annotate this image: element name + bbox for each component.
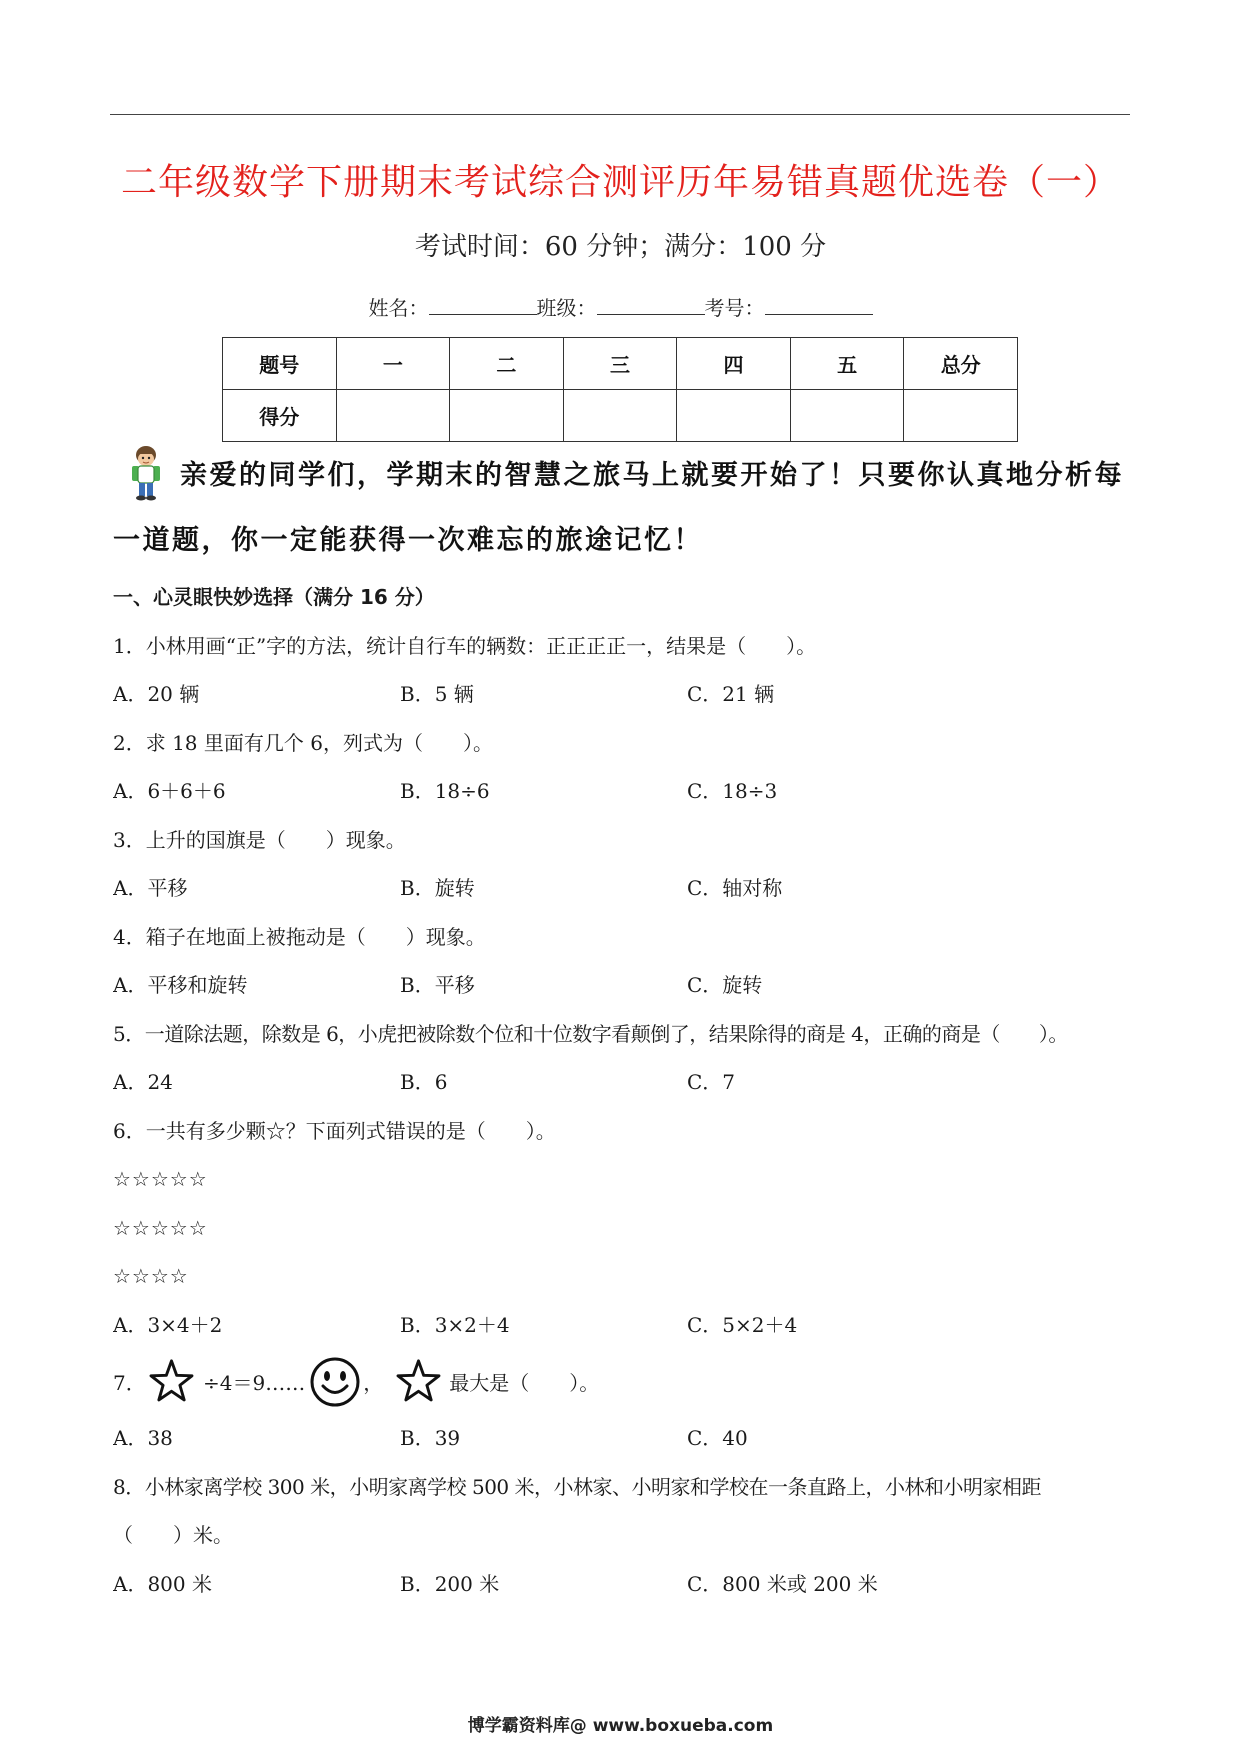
option-a: A．20 辆 [113, 682, 200, 706]
option-c: C．21 辆 [687, 682, 775, 706]
header-cell-4: 四 [677, 338, 791, 390]
header-cell-1: 一 [336, 338, 450, 390]
top-divider [110, 114, 1130, 115]
option-c: C．轴对称 [687, 876, 783, 900]
score-cell [336, 390, 450, 442]
score-cell [677, 390, 791, 442]
question-7-ask: 最大是（ ）。 [449, 1371, 600, 1395]
exam-subtitle: 考试时间：60 分钟；满分：100 分 [414, 232, 827, 262]
option-b: B．6 [400, 1070, 448, 1094]
question-4: 4．箱子在地面上被拖动是（ ）现象。 [113, 924, 486, 949]
footer-watermark: 博学霸资料库@ www.boxueba.com [467, 1716, 774, 1736]
score-row-label: 得分 [223, 390, 337, 442]
header-cell-3: 三 [563, 338, 677, 390]
header-cell-5: 五 [790, 338, 904, 390]
question-8-line-1: 8．小林家离学校 300 米，小明家离学校 500 米，小林家、小明家和学校在一条直路上，小林和小明家相距 [113, 1474, 1042, 1499]
option-b: B．5 辆 [400, 682, 474, 706]
class-label: 班级： [536, 296, 597, 320]
name-label: 姓名： [368, 296, 429, 320]
question-7-options [113, 1414, 1133, 1463]
option-b: B．18÷6 [400, 779, 490, 803]
option-a: A．3×4＋2 [113, 1312, 223, 1337]
star-row-3: ☆☆☆☆ [113, 1264, 189, 1288]
header-cell-total: 总分 [904, 338, 1018, 390]
question-6-options [113, 1301, 1133, 1350]
question-8-options [113, 1560, 1133, 1609]
question-2-options [113, 767, 1133, 816]
student-icon [126, 444, 166, 504]
intro-line-2: 一道题，你一定能获得一次难忘的旅途记忆！ [113, 525, 703, 556]
question-7-expression: ÷4＝9…… [203, 1371, 306, 1395]
header-cell-2: 二 [450, 338, 564, 390]
star-row-2: ☆☆☆☆☆ [113, 1215, 208, 1240]
option-a: A．6＋6＋6 [113, 779, 226, 803]
question-1-options [113, 670, 1133, 719]
score-cell [904, 390, 1018, 442]
name-blank [429, 294, 537, 315]
question-8-line-2: （ ）米。 [113, 1523, 233, 1547]
question-1: 1．小林用画“正”字的方法，统计自行车的辆数：正正正正一，结果是（ ）。 [113, 633, 817, 658]
star-icon [148, 1358, 195, 1405]
option-b: B．旋转 [400, 876, 475, 900]
question-7-comma: ， [363, 1371, 384, 1395]
question-4-options [113, 961, 1133, 1010]
score-table-header-row [223, 338, 1018, 390]
option-a: A．38 [113, 1426, 173, 1450]
option-c: C．800 米或 200 米 [687, 1571, 878, 1596]
section-multiple-choice [113, 573, 1133, 1608]
option-c: C．18÷3 [687, 779, 778, 803]
class-blank [597, 294, 705, 315]
question-5: 5．一道除法题，除数是 6，小虎把被除数个位和十位数字看颠倒了，结果除得的商是 4，正确的商是（ ）。 [113, 1021, 1068, 1046]
score-cell [790, 390, 904, 442]
option-a: A．平移和旋转 [113, 973, 248, 997]
student-info-line [0, 293, 1241, 323]
option-a: A．24 [113, 1070, 173, 1094]
option-b: B．3×2＋4 [400, 1312, 510, 1337]
option-c: C．40 [687, 1426, 748, 1450]
question-3: 3．上升的国旗是（ ）现象。 [113, 827, 406, 852]
score-table [222, 337, 1018, 442]
question-2: 2．求 18 里面有几个 6，列式为（ ）。 [113, 730, 493, 755]
score-cell [450, 390, 564, 442]
exam-number-label: 考号： [704, 296, 765, 320]
question-5-options [113, 1058, 1133, 1107]
question-7-number: 7． [113, 1371, 146, 1395]
question-3-options [113, 864, 1133, 913]
option-a: A．800 米 [113, 1571, 212, 1596]
option-b: B．39 [400, 1426, 461, 1450]
option-c: C．5×2＋4 [687, 1312, 798, 1337]
smiley-icon [309, 1356, 361, 1408]
exam-title: 二年级数学下册期末考试综合测评历年易错真题优选卷（一） [120, 162, 1120, 203]
question-7 [113, 1349, 1133, 1414]
score-cell [563, 390, 677, 442]
star-row-1: ☆☆☆☆☆ [113, 1167, 208, 1191]
section-title: 一、心灵眼快妙选择（满分 16 分） [113, 585, 435, 609]
option-a: A．平移 [113, 876, 188, 900]
header-cell-question-no: 题号 [223, 338, 337, 390]
exam-number-blank [765, 294, 873, 315]
question-6: 6．一共有多少颗☆？下面列式错误的是（ ）。 [113, 1118, 556, 1143]
star-icon [395, 1358, 442, 1405]
option-b: B．200 米 [400, 1571, 500, 1596]
score-table-score-row [223, 390, 1018, 442]
option-c: C．7 [687, 1070, 736, 1094]
intro-line-1: 亲爱的同学们，学期末的智慧之旅马上就要开始了！只要你认真地分析每 [180, 460, 1124, 491]
option-b: B．平移 [400, 973, 475, 997]
option-c: C．旋转 [687, 973, 763, 997]
